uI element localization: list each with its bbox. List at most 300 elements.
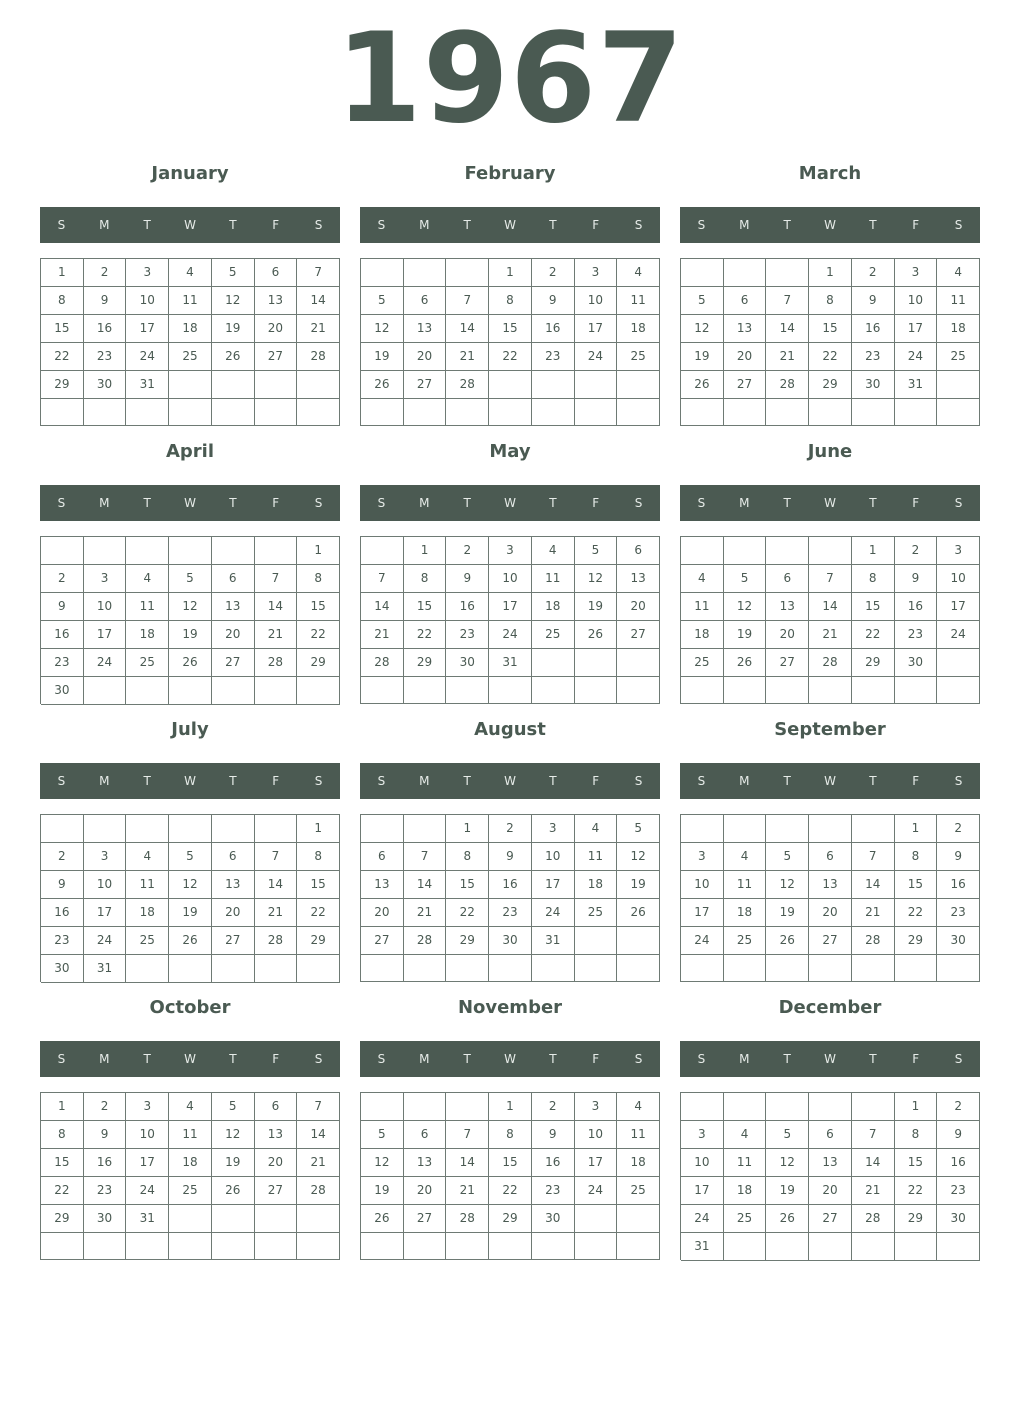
day-cell: 11 <box>126 593 169 621</box>
days-grid <box>360 814 660 982</box>
weekday-header <box>40 763 340 799</box>
empty-day-cell <box>681 677 724 704</box>
weekday-label: S <box>377 496 386 510</box>
day-cell: 12 <box>575 565 618 593</box>
day-cell: 12 <box>766 871 809 899</box>
weekday-header <box>40 207 340 243</box>
day-cell: 18 <box>724 899 767 927</box>
empty-day-cell <box>489 1233 532 1260</box>
weekday-label: S <box>314 774 323 788</box>
day-cell: 14 <box>446 315 489 343</box>
day-cell: 2 <box>84 1093 127 1121</box>
day-cell: 15 <box>297 593 340 621</box>
day-cell: 24 <box>681 927 724 955</box>
day-cell: 21 <box>852 899 895 927</box>
weekday-label: T <box>463 496 471 510</box>
day-cell: 19 <box>766 1177 809 1205</box>
weekday-label: F <box>272 1052 280 1066</box>
empty-day-cell <box>126 399 169 426</box>
day-cell: 16 <box>937 1149 980 1177</box>
empty-day-cell <box>41 1233 84 1260</box>
day-cell: 29 <box>297 927 340 955</box>
empty-day-cell <box>617 955 660 982</box>
day-cell: 27 <box>809 1205 852 1233</box>
weekday-header <box>680 1041 980 1077</box>
day-cell: 29 <box>895 927 938 955</box>
day-cell: 13 <box>212 871 255 899</box>
day-cell: 4 <box>617 259 660 287</box>
day-cell: 23 <box>84 1177 127 1205</box>
day-cell: 29 <box>404 649 447 677</box>
weekday-label: W <box>824 218 836 232</box>
day-cell: 10 <box>84 871 127 899</box>
day-cell: 11 <box>724 871 767 899</box>
day-cell: 25 <box>937 343 980 371</box>
day-cell: 3 <box>681 843 724 871</box>
day-cell: 1 <box>41 259 84 287</box>
days-grid <box>40 536 340 704</box>
day-cell: 3 <box>937 537 980 565</box>
weekday-label: M <box>739 1052 750 1066</box>
month-march <box>680 158 980 436</box>
empty-day-cell <box>937 649 980 677</box>
day-cell: 29 <box>809 371 852 399</box>
day-cell: 3 <box>532 815 575 843</box>
month-february <box>360 158 660 436</box>
day-cell: 10 <box>126 287 169 315</box>
day-cell: 5 <box>212 1093 255 1121</box>
day-cell: 13 <box>255 1121 298 1149</box>
empty-day-cell <box>169 371 212 399</box>
weekday-label: T <box>783 1052 791 1066</box>
day-cell: 23 <box>84 343 127 371</box>
day-cell: 9 <box>532 287 575 315</box>
weekday-label: F <box>592 496 600 510</box>
day-cell: 20 <box>404 343 447 371</box>
day-cell: 18 <box>575 871 618 899</box>
day-cell: 9 <box>84 287 127 315</box>
empty-day-cell <box>404 1233 447 1260</box>
day-cell: 7 <box>766 287 809 315</box>
day-cell: 20 <box>255 315 298 343</box>
day-cell: 27 <box>766 649 809 677</box>
empty-day-cell <box>446 1093 489 1121</box>
days-grid <box>680 1092 980 1260</box>
weekday-label: T <box>549 774 557 788</box>
day-cell: 7 <box>297 259 340 287</box>
weekday-label: S <box>697 496 706 510</box>
day-cell: 21 <box>297 1149 340 1177</box>
empty-day-cell <box>489 399 532 426</box>
empty-day-cell <box>809 537 852 565</box>
weekday-label: M <box>419 218 430 232</box>
empty-day-cell <box>126 537 169 565</box>
empty-day-cell <box>766 955 809 982</box>
day-cell: 8 <box>489 287 532 315</box>
day-cell: 30 <box>937 927 980 955</box>
day-cell: 23 <box>41 649 84 677</box>
day-cell: 8 <box>404 565 447 593</box>
day-cell: 17 <box>84 621 127 649</box>
day-cell: 20 <box>404 1177 447 1205</box>
day-cell: 31 <box>126 1205 169 1233</box>
empty-day-cell <box>446 1233 489 1260</box>
day-cell: 26 <box>681 371 724 399</box>
day-cell: 2 <box>41 565 84 593</box>
weekday-label: M <box>99 1052 110 1066</box>
day-cell: 24 <box>126 343 169 371</box>
day-cell: 2 <box>852 259 895 287</box>
day-cell: 8 <box>895 1121 938 1149</box>
day-cell: 20 <box>361 899 404 927</box>
day-cell: 2 <box>937 815 980 843</box>
day-cell: 11 <box>724 1149 767 1177</box>
month-name: July <box>171 719 209 740</box>
day-cell: 13 <box>255 287 298 315</box>
day-cell: 21 <box>404 899 447 927</box>
empty-day-cell <box>212 955 255 983</box>
weekday-header <box>40 485 340 521</box>
weekday-label: S <box>377 1052 386 1066</box>
weekday-label: F <box>912 1052 920 1066</box>
day-cell: 22 <box>895 899 938 927</box>
empty-day-cell <box>212 399 255 426</box>
day-cell: 28 <box>255 649 298 677</box>
day-cell: 4 <box>126 843 169 871</box>
empty-day-cell <box>532 1233 575 1260</box>
weekday-label: M <box>419 774 430 788</box>
day-cell: 24 <box>895 343 938 371</box>
day-cell: 5 <box>766 843 809 871</box>
empty-day-cell <box>126 677 169 705</box>
day-cell: 4 <box>169 259 212 287</box>
weekday-header <box>360 485 660 521</box>
day-cell: 25 <box>617 343 660 371</box>
weekday-label: F <box>592 218 600 232</box>
day-cell: 31 <box>84 955 127 983</box>
day-cell: 13 <box>404 315 447 343</box>
day-cell: 5 <box>169 565 212 593</box>
empty-day-cell <box>809 399 852 426</box>
day-cell: 26 <box>212 1177 255 1205</box>
empty-day-cell <box>617 927 660 955</box>
day-cell: 31 <box>895 371 938 399</box>
day-cell: 8 <box>489 1121 532 1149</box>
empty-day-cell <box>766 815 809 843</box>
day-cell: 1 <box>489 1093 532 1121</box>
day-cell: 5 <box>361 287 404 315</box>
day-cell: 4 <box>937 259 980 287</box>
day-cell: 16 <box>41 899 84 927</box>
month-december <box>680 992 980 1270</box>
day-cell: 21 <box>809 621 852 649</box>
empty-day-cell <box>361 1093 404 1121</box>
day-cell: 24 <box>126 1177 169 1205</box>
empty-day-cell <box>724 815 767 843</box>
day-cell: 25 <box>169 343 212 371</box>
day-cell: 13 <box>809 1149 852 1177</box>
day-cell: 27 <box>617 621 660 649</box>
empty-day-cell <box>766 537 809 565</box>
day-cell: 17 <box>681 899 724 927</box>
day-cell: 9 <box>532 1121 575 1149</box>
empty-day-cell <box>212 1233 255 1260</box>
empty-day-cell <box>724 399 767 426</box>
days-grid <box>680 814 980 982</box>
day-cell: 27 <box>404 1205 447 1233</box>
day-cell: 6 <box>404 287 447 315</box>
day-cell: 14 <box>852 1149 895 1177</box>
day-cell: 25 <box>126 927 169 955</box>
weekday-label: T <box>143 1052 151 1066</box>
day-cell: 10 <box>681 871 724 899</box>
weekday-label: W <box>824 774 836 788</box>
day-cell: 11 <box>169 1121 212 1149</box>
days-grid <box>40 814 340 982</box>
day-cell: 7 <box>446 287 489 315</box>
day-cell: 15 <box>489 1149 532 1177</box>
day-cell: 15 <box>809 315 852 343</box>
day-cell: 19 <box>766 899 809 927</box>
day-cell: 7 <box>255 843 298 871</box>
empty-day-cell <box>809 677 852 704</box>
day-cell: 8 <box>41 287 84 315</box>
day-cell: 23 <box>532 343 575 371</box>
day-cell: 26 <box>575 621 618 649</box>
day-cell: 1 <box>895 1093 938 1121</box>
empty-day-cell <box>895 1233 938 1261</box>
day-cell: 19 <box>617 871 660 899</box>
empty-day-cell <box>575 371 618 399</box>
day-cell: 23 <box>41 927 84 955</box>
empty-day-cell <box>255 1233 298 1260</box>
day-cell: 17 <box>575 1149 618 1177</box>
empty-day-cell <box>809 815 852 843</box>
empty-day-cell <box>361 399 404 426</box>
day-cell: 10 <box>126 1121 169 1149</box>
weekday-label: S <box>954 496 963 510</box>
day-cell: 21 <box>446 1177 489 1205</box>
day-cell: 29 <box>41 1205 84 1233</box>
empty-day-cell <box>617 1233 660 1260</box>
day-cell: 22 <box>852 621 895 649</box>
day-cell: 11 <box>169 287 212 315</box>
empty-day-cell <box>84 815 127 843</box>
days-grid <box>360 536 660 704</box>
day-cell: 14 <box>404 871 447 899</box>
day-cell: 9 <box>937 1121 980 1149</box>
weekday-label: M <box>419 496 430 510</box>
day-cell: 30 <box>446 649 489 677</box>
day-cell: 23 <box>446 621 489 649</box>
day-cell: 14 <box>809 593 852 621</box>
day-cell: 5 <box>681 287 724 315</box>
day-cell: 16 <box>532 315 575 343</box>
day-cell: 28 <box>255 927 298 955</box>
day-cell: 28 <box>766 371 809 399</box>
day-cell: 19 <box>575 593 618 621</box>
day-cell: 16 <box>895 593 938 621</box>
day-cell: 24 <box>84 927 127 955</box>
day-cell: 28 <box>297 1177 340 1205</box>
month-name: June <box>807 441 853 462</box>
day-cell: 25 <box>724 927 767 955</box>
weekday-label: S <box>57 218 66 232</box>
month-name: August <box>474 719 546 740</box>
day-cell: 14 <box>297 287 340 315</box>
day-cell: 28 <box>404 927 447 955</box>
weekday-label: S <box>314 1052 323 1066</box>
day-cell: 23 <box>895 621 938 649</box>
weekday-label: T <box>783 496 791 510</box>
year-title: 1967 <box>335 7 685 151</box>
day-cell: 24 <box>532 899 575 927</box>
day-cell: 13 <box>404 1149 447 1177</box>
day-cell: 6 <box>809 843 852 871</box>
day-cell: 22 <box>297 899 340 927</box>
empty-day-cell <box>446 259 489 287</box>
weekday-label: S <box>634 774 643 788</box>
empty-day-cell <box>255 815 298 843</box>
empty-day-cell <box>212 1205 255 1233</box>
day-cell: 18 <box>169 315 212 343</box>
day-cell: 12 <box>361 315 404 343</box>
weekday-label: W <box>184 1052 196 1066</box>
day-cell: 6 <box>361 843 404 871</box>
days-grid <box>360 258 660 426</box>
day-cell: 4 <box>724 1121 767 1149</box>
day-cell: 6 <box>212 843 255 871</box>
empty-day-cell <box>575 955 618 982</box>
weekday-label: S <box>314 496 323 510</box>
day-cell: 30 <box>41 955 84 983</box>
weekday-label: T <box>463 1052 471 1066</box>
empty-day-cell <box>489 371 532 399</box>
day-cell: 11 <box>126 871 169 899</box>
day-cell: 29 <box>41 371 84 399</box>
weekday-label: S <box>377 218 386 232</box>
day-cell: 25 <box>724 1205 767 1233</box>
empty-day-cell <box>255 399 298 426</box>
day-cell: 17 <box>532 871 575 899</box>
day-cell: 28 <box>446 1205 489 1233</box>
day-cell: 25 <box>532 621 575 649</box>
month-august <box>360 714 660 992</box>
empty-day-cell <box>766 259 809 287</box>
empty-day-cell <box>297 399 340 426</box>
month-may <box>360 436 660 714</box>
empty-day-cell <box>532 649 575 677</box>
day-cell: 23 <box>937 1177 980 1205</box>
day-cell: 23 <box>532 1177 575 1205</box>
empty-day-cell <box>404 815 447 843</box>
day-cell: 18 <box>937 315 980 343</box>
day-cell: 21 <box>297 315 340 343</box>
empty-day-cell <box>297 677 340 705</box>
day-cell: 6 <box>212 565 255 593</box>
day-cell: 4 <box>617 1093 660 1121</box>
empty-day-cell <box>255 537 298 565</box>
day-cell: 23 <box>937 899 980 927</box>
day-cell: 3 <box>895 259 938 287</box>
day-cell: 11 <box>575 843 618 871</box>
weekday-label: W <box>184 496 196 510</box>
weekday-label: F <box>272 774 280 788</box>
empty-day-cell <box>212 371 255 399</box>
day-cell: 12 <box>169 871 212 899</box>
day-cell: 17 <box>489 593 532 621</box>
empty-day-cell <box>809 955 852 982</box>
day-cell: 5 <box>361 1121 404 1149</box>
empty-day-cell <box>169 1233 212 1260</box>
weekday-label: W <box>504 496 516 510</box>
weekday-label: M <box>739 496 750 510</box>
day-cell: 15 <box>446 871 489 899</box>
weekday-label: T <box>869 1052 877 1066</box>
day-cell: 2 <box>532 259 575 287</box>
weekday-label: T <box>143 218 151 232</box>
day-cell: 4 <box>575 815 618 843</box>
weekday-label: T <box>549 1052 557 1066</box>
weekday-header <box>680 763 980 799</box>
day-cell: 24 <box>575 1177 618 1205</box>
day-cell: 3 <box>126 1093 169 1121</box>
day-cell: 3 <box>126 259 169 287</box>
day-cell: 19 <box>361 343 404 371</box>
day-cell: 16 <box>489 871 532 899</box>
weekday-label: W <box>824 496 836 510</box>
empty-day-cell <box>575 1205 618 1233</box>
empty-day-cell <box>937 371 980 399</box>
day-cell: 10 <box>681 1149 724 1177</box>
weekday-label: F <box>272 496 280 510</box>
day-cell: 25 <box>169 1177 212 1205</box>
day-cell: 28 <box>361 649 404 677</box>
day-cell: 10 <box>937 565 980 593</box>
day-cell: 26 <box>724 649 767 677</box>
days-grid <box>40 1092 340 1260</box>
empty-day-cell <box>895 677 938 704</box>
day-cell: 8 <box>809 287 852 315</box>
empty-day-cell <box>724 1233 767 1261</box>
day-cell: 20 <box>809 1177 852 1205</box>
day-cell: 31 <box>489 649 532 677</box>
day-cell: 3 <box>489 537 532 565</box>
day-cell: 15 <box>895 871 938 899</box>
day-cell: 7 <box>852 1121 895 1149</box>
empty-day-cell <box>617 649 660 677</box>
weekday-label: S <box>377 774 386 788</box>
day-cell: 2 <box>895 537 938 565</box>
weekday-label: S <box>57 1052 66 1066</box>
day-cell: 2 <box>41 843 84 871</box>
day-cell: 26 <box>766 927 809 955</box>
weekday-label: M <box>739 218 750 232</box>
day-cell: 8 <box>41 1121 84 1149</box>
day-cell: 15 <box>852 593 895 621</box>
empty-day-cell <box>84 1233 127 1260</box>
empty-day-cell <box>41 815 84 843</box>
empty-day-cell <box>937 399 980 426</box>
day-cell: 25 <box>681 649 724 677</box>
empty-day-cell <box>297 371 340 399</box>
day-cell: 9 <box>852 287 895 315</box>
empty-day-cell <box>361 537 404 565</box>
empty-day-cell <box>937 677 980 704</box>
day-cell: 20 <box>255 1149 298 1177</box>
day-cell: 10 <box>84 593 127 621</box>
day-cell: 21 <box>852 1177 895 1205</box>
